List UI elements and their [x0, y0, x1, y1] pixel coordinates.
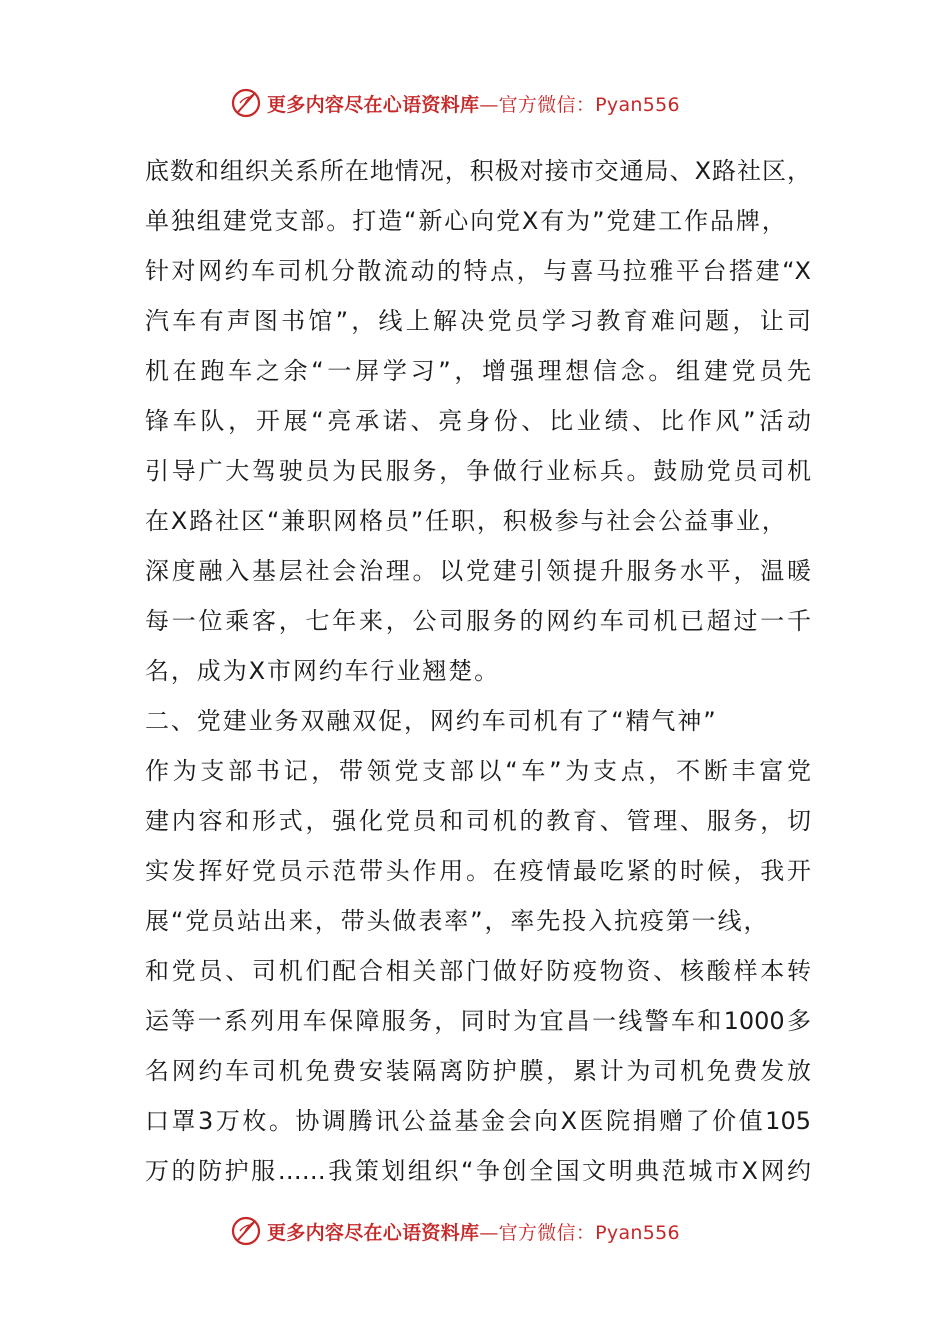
footer-banner	[229, 1211, 680, 1251]
text-line: 名，成为X市网约车行业翘楚。	[145, 657, 501, 685]
text-line: 锋车队，开展“亮承诺、亮身份、比业绩、比作风”活动	[145, 407, 811, 435]
footer-banner-text	[267, 1218, 680, 1245]
text-line: 深度融入基层社会治理。以党建引领提升服务水平，温暖	[145, 557, 811, 585]
text-line: 作为支部书记，带领党支部以“车”为支点，不断丰富党	[145, 757, 811, 785]
text-line: 汽车有声图书馆”，线上解决党员学习教育难问题，让司	[145, 307, 811, 335]
text-line: 引导广大驾驶员为民服务，争做行业标兵。鼓励党员司机	[145, 457, 811, 485]
text-line: 和党员、司机们配合相关部门做好防疫物资、核酸样本转	[145, 957, 811, 985]
header-separator: —	[479, 93, 499, 116]
text-line: 建内容和形式，强化党员和司机的教育、管理、服务，切	[145, 807, 811, 835]
text-line: 在X路社区“兼职网格员”任职，积极参与社会公益事业，	[145, 507, 788, 535]
footer-wechat-id: Pyan556	[595, 1221, 680, 1244]
text-line: 万的防护服……我策划组织“争创全国文明典范城市X网约	[145, 1157, 811, 1185]
text-line: 机在跑车之余“一屏学习”，增强理想信念。组建党员先	[145, 357, 811, 385]
header-banner-text	[267, 90, 680, 117]
footer-site-name: 更多内容尽在心语资料库	[267, 1221, 480, 1244]
section-heading: 二、党建业务双融双促，网约车司机有了“精气神”	[145, 707, 718, 735]
text-line: 实发挥好党员示范带头作用。在疫情最吃紧的时候，我开	[145, 857, 811, 885]
quill-logo-icon	[229, 1213, 265, 1249]
header-wechat-label: 官方微信：	[498, 93, 596, 116]
footer-separator: —	[479, 1221, 499, 1244]
text-line: 口罩3万枚。协调腾讯公益基金会向X医院捐赠了价值105	[145, 1107, 811, 1135]
footer-wechat-label: 官方微信：	[498, 1221, 596, 1244]
quill-logo-icon	[229, 85, 265, 121]
text-line: 针对网约车司机分散流动的特点，与喜马拉雅平台搭建“X	[145, 257, 811, 285]
text-line: 底数和组织关系所在地情况，积极对接市交通局、X路社区，	[145, 157, 811, 185]
text-line: 每一位乘客，七年来，公司服务的网约车司机已超过一千	[145, 607, 811, 635]
text-line: 名网约车司机免费安装隔离防护膜，累计为司机免费发放	[145, 1057, 811, 1085]
text-line: 单独组建党支部。打造“新心向党X有为”党建工作品牌，	[145, 207, 788, 235]
header-wechat-id: Pyan556	[595, 93, 680, 116]
body-text	[145, 146, 811, 1196]
text-line: 展“党员站出来，带头做表率”，率先投入抗疫第一线，	[145, 907, 770, 935]
header-site-name: 更多内容尽在心语资料库	[267, 93, 480, 116]
text-line: 运等一系列用车保障服务，同时为宜昌一线警车和1000多	[145, 1007, 811, 1035]
header-banner	[229, 83, 680, 123]
